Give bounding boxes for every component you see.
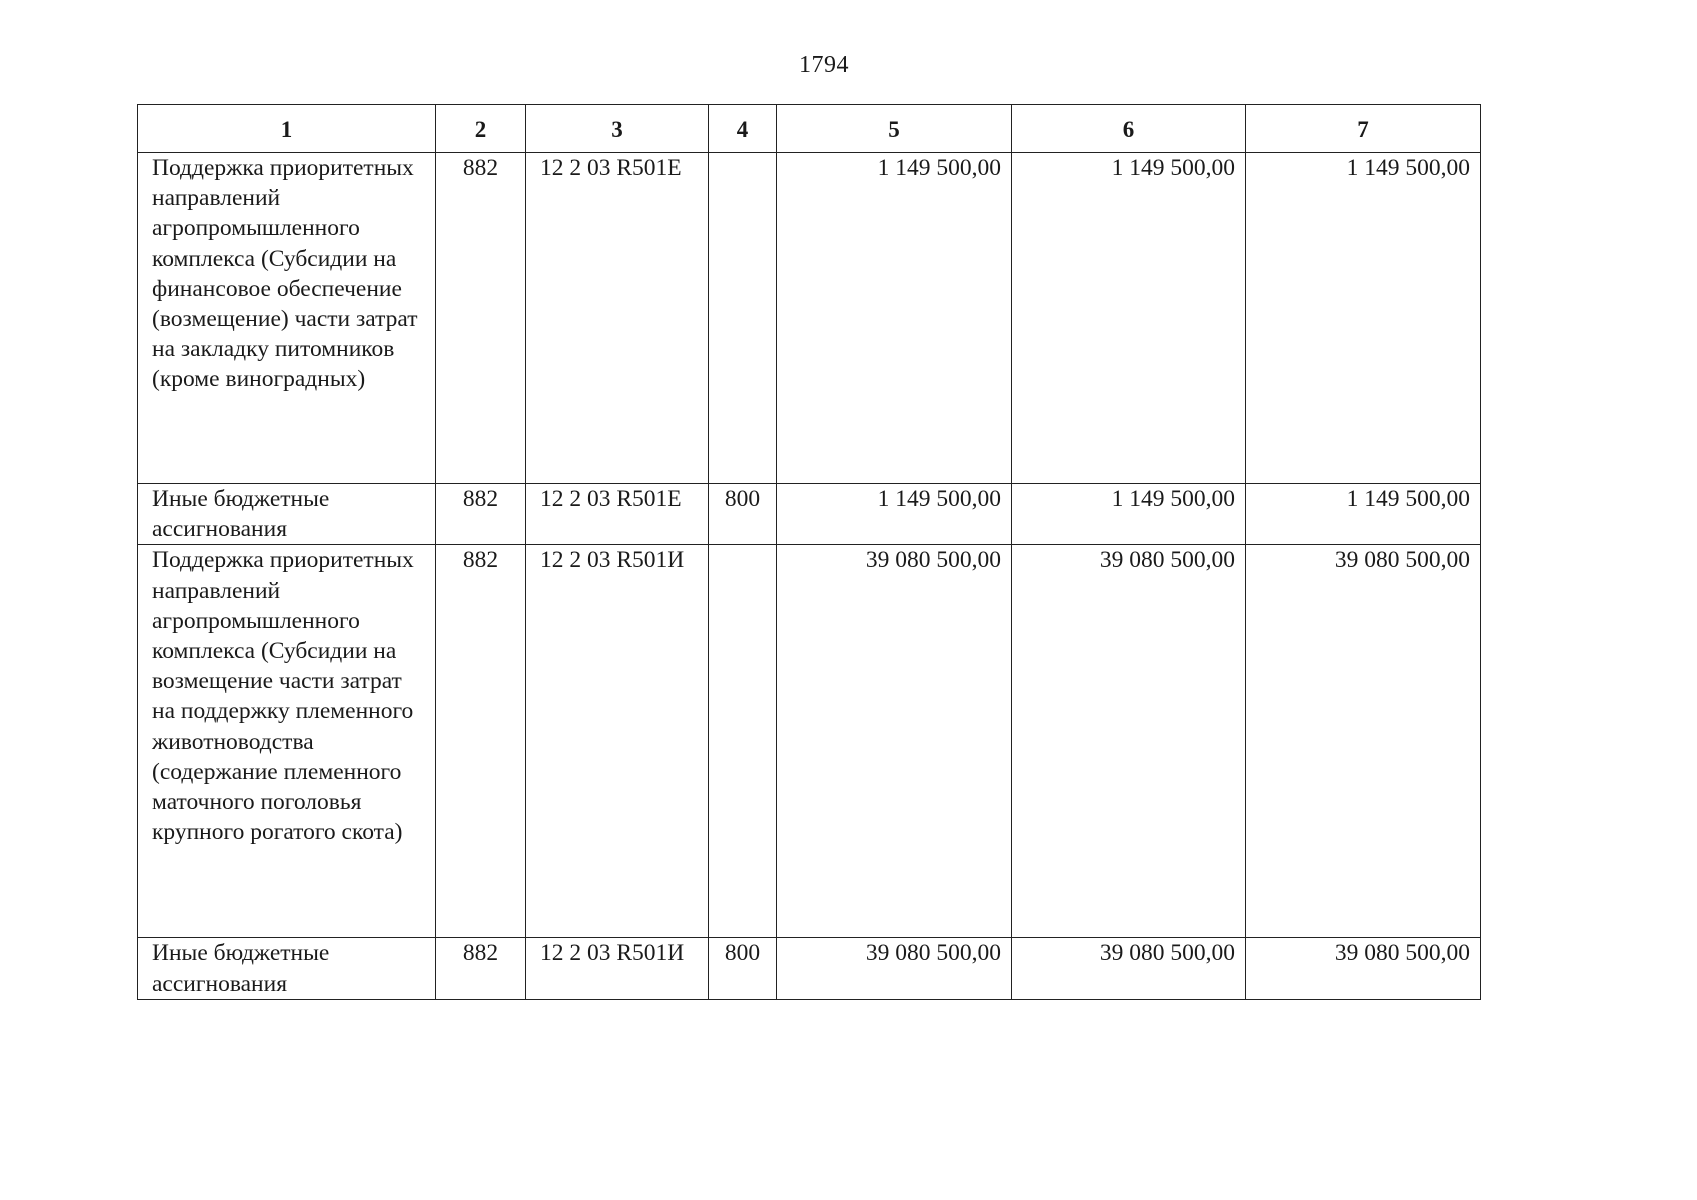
cell-col2: 882 — [436, 153, 526, 484]
cell-col4: 800 — [709, 484, 777, 545]
cell-col6: 1 149 500,00 — [1012, 153, 1246, 484]
column-header-2: 2 — [436, 105, 526, 153]
cell-col3: 12 2 03 R501Е — [526, 484, 709, 545]
cell-col6: 39 080 500,00 — [1012, 938, 1246, 999]
cell-name: Иные бюджетные ассигнования — [138, 938, 436, 999]
column-header-1: 1 — [138, 105, 436, 153]
cell-col4 — [709, 545, 777, 938]
cell-col7: 39 080 500,00 — [1246, 938, 1481, 999]
cell-col5: 1 149 500,00 — [777, 484, 1012, 545]
table-row — [138, 484, 1481, 545]
cell-col4 — [709, 153, 777, 484]
cell-col2: 882 — [436, 545, 526, 938]
cell-col5: 39 080 500,00 — [777, 545, 1012, 938]
column-header-5: 5 — [777, 105, 1012, 153]
cell-col3: 12 2 03 R501Е — [526, 153, 709, 484]
column-header-7: 7 — [1246, 105, 1481, 153]
page-number: 1794 — [799, 52, 849, 78]
cell-col2: 882 — [436, 484, 526, 545]
cell-col4: 800 — [709, 938, 777, 999]
cell-col2: 882 — [436, 938, 526, 999]
cell-name: Поддержка приоритетных направлений агропромышленного комплекса (Субсидии на финансовое обеспечение (возмещение) части затрат на закладку питомников (кроме виноградных) — [138, 153, 436, 484]
column-header-3: 3 — [526, 105, 709, 153]
column-header-6: 6 — [1012, 105, 1246, 153]
cell-col7: 1 149 500,00 — [1246, 484, 1481, 545]
cell-name: Поддержка приоритетных направлений агропромышленного комплекса (Субсидии на возмещение части затрат на поддержку племенного животноводства (содержание племенного маточного поголовья крупного рогатого скота) — [138, 545, 436, 938]
cell-col5: 39 080 500,00 — [777, 938, 1012, 999]
table-row — [138, 545, 1481, 938]
cell-col3: 12 2 03 R501И — [526, 545, 709, 938]
cell-col7: 39 080 500,00 — [1246, 545, 1481, 938]
cell-name: Иные бюджетные ассигнования — [138, 484, 436, 545]
table-row — [138, 153, 1481, 484]
cell-col5: 1 149 500,00 — [777, 153, 1012, 484]
header-row — [138, 105, 1481, 153]
budget-table — [137, 104, 1481, 1000]
table-row — [138, 938, 1481, 999]
cell-col7: 1 149 500,00 — [1246, 153, 1481, 484]
cell-col3: 12 2 03 R501И — [526, 938, 709, 999]
column-header-4: 4 — [709, 105, 777, 153]
cell-col6: 1 149 500,00 — [1012, 484, 1246, 545]
cell-col6: 39 080 500,00 — [1012, 545, 1246, 938]
